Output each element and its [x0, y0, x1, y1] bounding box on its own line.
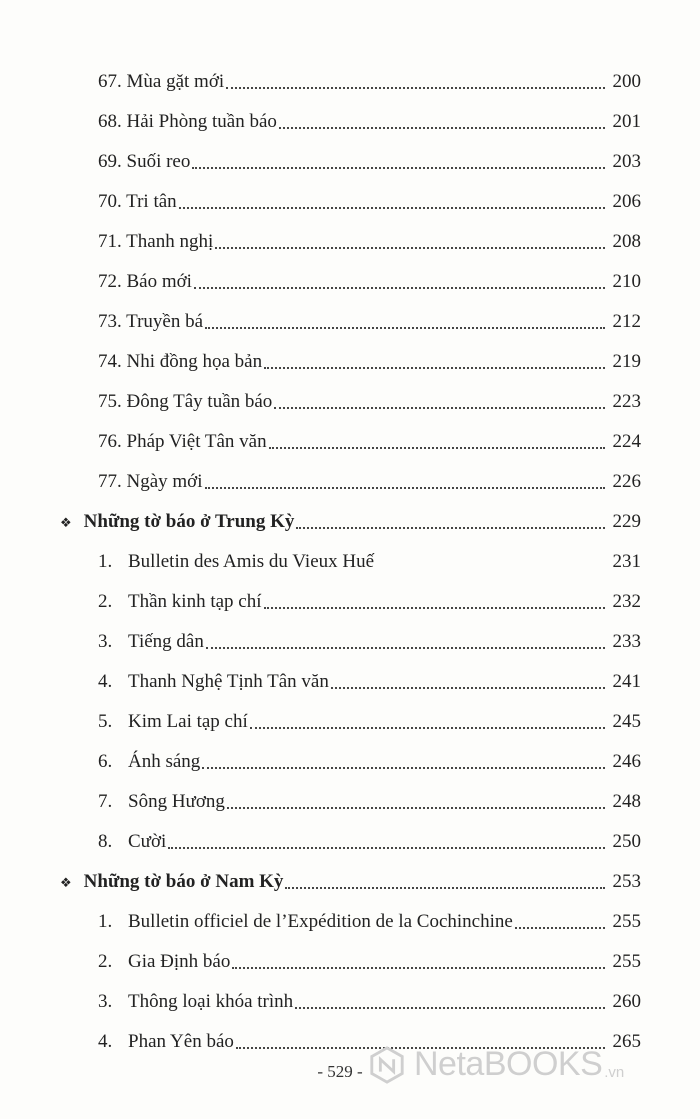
toc-entry-trung-ky-4[interactable] [0, 662, 700, 702]
entry-title: Sông Hương [128, 791, 225, 812]
entry-title: Bulletin officiel de l’Expédition de la Cochinchine [128, 911, 513, 932]
entry-title: Cười [128, 831, 167, 852]
page-number: 231 [612, 551, 641, 572]
toc-entry-71[interactable]: 71. Thanh nghị 208 [98, 231, 641, 252]
watermark [368, 1045, 624, 1084]
dot-leader [168, 847, 605, 849]
toc-entry-77[interactable]: 77. Ngày mới 226 [98, 471, 641, 492]
dot-leader [285, 887, 605, 889]
section-title: Những tờ báo ở Nam Kỳ [83, 871, 284, 892]
toc-entry-75[interactable]: 75. Đông Tây tuần báo 223 [98, 391, 641, 412]
page-number: 265 [612, 1031, 641, 1052]
section-nam-ky[interactable] [0, 862, 700, 902]
entry-number: 3. [98, 631, 113, 652]
entry-title: Thông loại khóa trình [128, 991, 294, 1012]
page-number: 253 [612, 871, 641, 892]
toc-entry-76[interactable]: 76. Pháp Việt Tân văn 224 [98, 431, 641, 452]
toc-entry-nam-ky-2[interactable] [0, 942, 700, 982]
toc-entry-72[interactable]: 72. Báo mới 210 [98, 271, 641, 292]
page-number: 245 [612, 711, 641, 732]
entry-number: 4. [98, 671, 113, 692]
page-number: 206 [612, 191, 641, 212]
entry-number: 4. [98, 1031, 113, 1052]
section-title: Những tờ báo ở Trung Kỳ [83, 511, 295, 532]
page-number: 241 [612, 671, 641, 692]
dot-leader [227, 807, 605, 809]
page-number: 232 [612, 591, 641, 612]
page-number: 201 [612, 111, 641, 132]
dot-leader [205, 487, 605, 489]
page-number: 224 [612, 431, 641, 452]
entry-number: 5. [98, 711, 113, 732]
toc-entry-trung-ky-2[interactable] [0, 582, 700, 622]
dot-leader [232, 967, 605, 969]
page-number: 219 [612, 351, 641, 372]
entry-title: Phan Yên báo [128, 1031, 234, 1052]
dot-leader [205, 327, 605, 329]
entry-title: Tiếng dân [128, 631, 204, 652]
page-number-footer: - 529 - [317, 1062, 363, 1081]
table-of-contents [0, 62, 700, 1062]
netabooks-logo-icon [368, 1046, 406, 1084]
dot-leader [296, 527, 605, 529]
dot-leader [206, 647, 605, 649]
page-number: 246 [612, 751, 641, 772]
entry-number: 2. [98, 951, 113, 972]
dot-leader [192, 167, 605, 169]
page-number: 248 [612, 791, 641, 812]
diamond-bullet-icon: ❖ [60, 875, 72, 890]
entry-title: Bulletin des Amis du Vieux Huế [128, 551, 375, 572]
page-number: 226 [612, 471, 641, 492]
dot-leader [279, 127, 605, 129]
diamond-bullet-icon: ❖ [60, 515, 72, 530]
entry-title: Ánh sáng [128, 751, 201, 772]
dot-leader [226, 87, 605, 89]
page-number: 233 [612, 631, 641, 652]
dot-leader [202, 767, 605, 769]
entry-number: 8. [98, 831, 113, 852]
page-number: 255 [612, 911, 641, 932]
dot-leader [179, 207, 605, 209]
toc-entry-trung-ky-5[interactable] [0, 702, 700, 742]
entry-title: Thanh Nghệ Tịnh Tân văn [128, 671, 329, 692]
entry-title: Thần kinh tạp chí [128, 591, 262, 612]
toc-entry-trung-ky-1[interactable] [0, 542, 700, 582]
toc-entry-67[interactable]: 67. Mùa gặt mới 200 [98, 71, 641, 92]
page-number: 250 [612, 831, 641, 852]
entry-number: 1. [98, 551, 113, 572]
dot-leader [194, 287, 605, 289]
entry-number: 7. [98, 791, 113, 812]
page-number: 203 [612, 151, 641, 172]
entry-title: Gia Định báo [128, 951, 231, 972]
entry-number: 6. [98, 751, 113, 772]
toc-entry-68[interactable]: 68. Hải Phòng tuần báo 201 [98, 111, 641, 132]
watermark-brand: NetaBOOKS [414, 1045, 603, 1083]
page-number: 223 [612, 391, 641, 412]
watermark-tld: .vn [604, 1064, 625, 1081]
dot-leader [269, 447, 605, 449]
toc-entry-73[interactable]: 73. Truyền bá 212 [98, 311, 641, 332]
page-number: 208 [612, 231, 641, 252]
page-number: 210 [612, 271, 641, 292]
page-number: 260 [612, 991, 641, 1012]
toc-entry-74[interactable]: 74. Nhi đồng họa bản 219 [98, 351, 641, 372]
toc-entry-trung-ky-7[interactable] [0, 782, 700, 822]
entry-title: Kim Lai tạp chí [128, 711, 248, 732]
page-number: 212 [612, 311, 641, 332]
dot-leader [376, 567, 605, 569]
dot-leader [250, 727, 605, 729]
toc-entry-70[interactable]: 70. Tri tân 206 [98, 191, 641, 212]
dot-leader [264, 367, 605, 369]
entry-number: 1. [98, 911, 113, 932]
page-number: 255 [612, 951, 641, 972]
dot-leader [274, 407, 605, 409]
toc-entry-trung-ky-6[interactable] [0, 742, 700, 782]
dot-leader [515, 927, 605, 929]
page-number: 200 [612, 71, 641, 92]
entry-number: 3. [98, 991, 113, 1012]
dot-leader [295, 1007, 605, 1009]
section-trung-ky[interactable] [0, 502, 700, 542]
toc-entry-nam-ky-1[interactable] [0, 902, 700, 942]
dot-leader [264, 607, 606, 609]
dot-leader [215, 247, 605, 249]
entry-number: 2. [98, 591, 113, 612]
toc-entry-69[interactable]: 69. Suối reo 203 [98, 151, 641, 172]
toc-entry-nam-ky-3[interactable] [0, 982, 700, 1022]
toc-entry-trung-ky-3[interactable] [0, 622, 700, 662]
toc-entry-trung-ky-8[interactable] [0, 822, 700, 862]
dot-leader [331, 687, 605, 689]
page-number: 229 [612, 511, 641, 532]
